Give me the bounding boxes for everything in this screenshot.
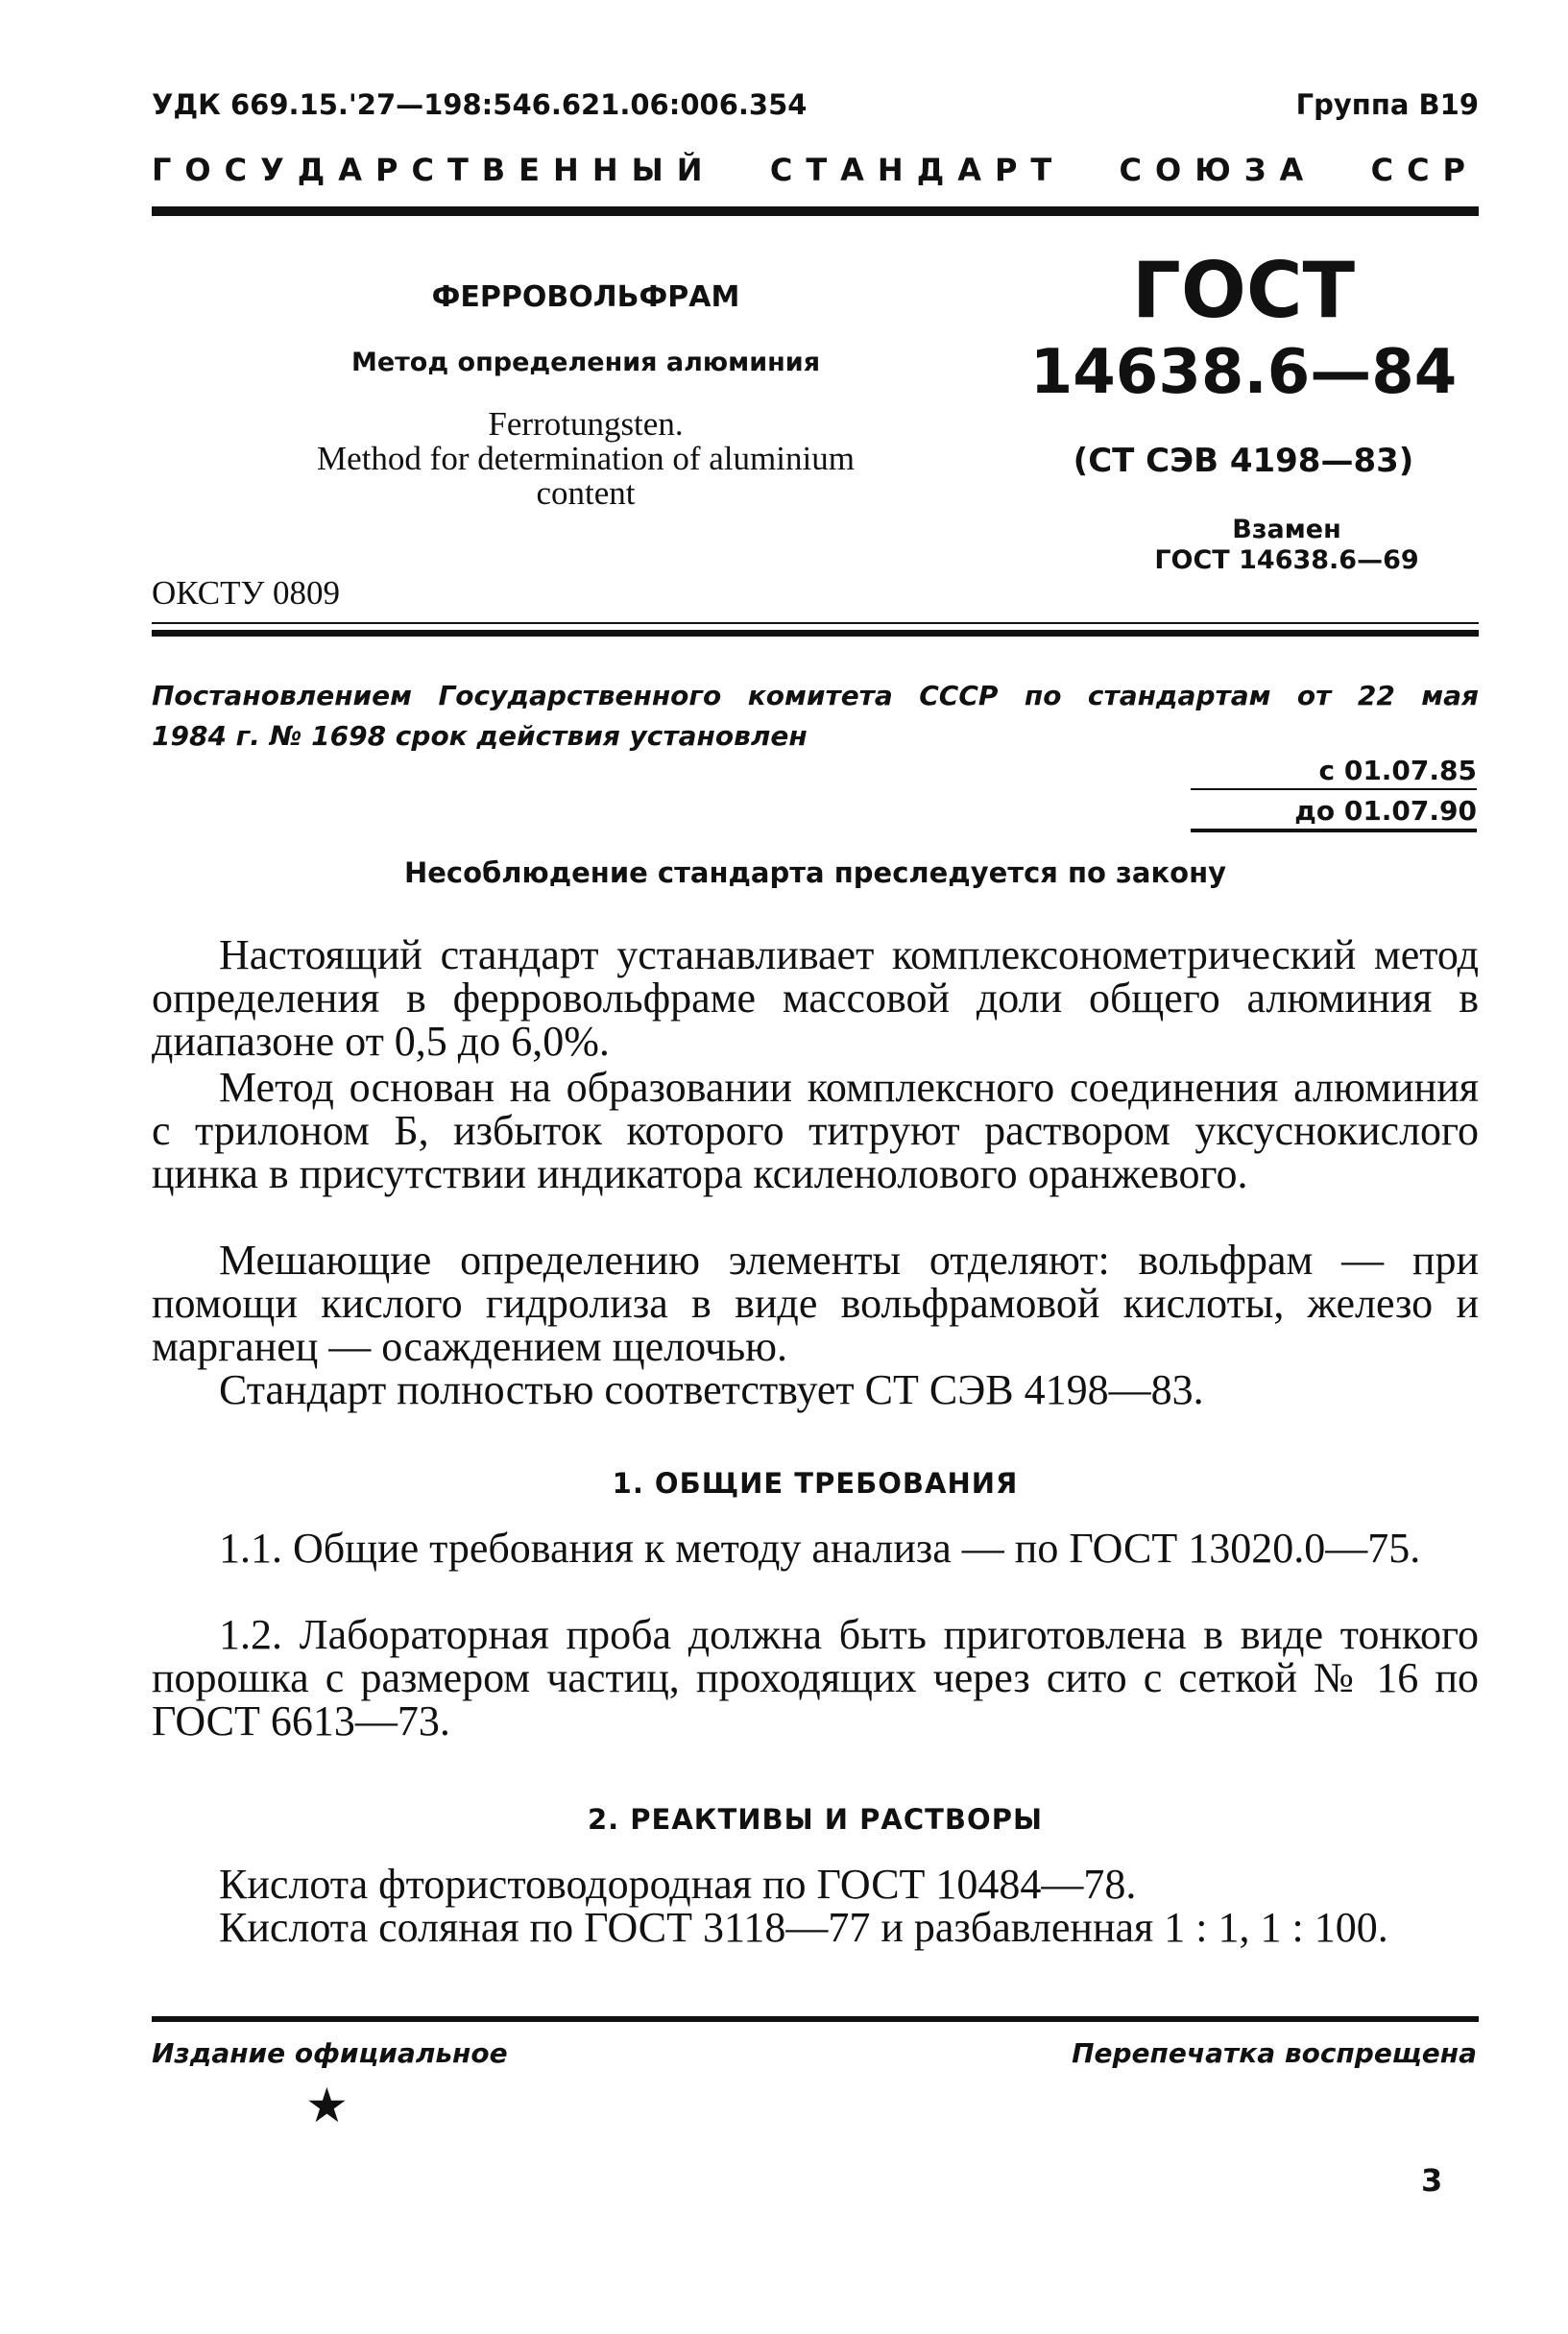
document-name-en [240,407,931,511]
replaced-standard: ГОСТ 14638.6—69 [1154,545,1419,575]
document-subtitle-ru: Метод определения алюминия [350,348,821,377]
title-rule-thick [152,630,1479,637]
gost-word: ГОСТ [1131,246,1356,335]
udk-code: УДК 669.15.'27—198:546.621.06:006.354 [152,88,808,121]
okstu-code: ОКСТУ 0809 [152,574,341,612]
intro-paragraph-3: Мешающие определению элементы отделяют: вольфрам — при помощи кислого гидролиза в виде вольфрамовой кислоты, железо и марганец — осаждением щелочью. [152,1237,1479,1370]
header-rule [152,206,1479,216]
intro-paragraph-4: Стандарт полностью соответствует СТ СЭВ 4198—83. [219,1366,1204,1413]
reprint-prohibited: Перепечатка воспрещена [1072,2037,1477,2069]
footer-rule [152,2016,1479,2022]
section-1-item-2: 1.2. Лабораторная проба должна быть приготовлена в виде тонкого порошка с размером частиц, проходящих через сито с сеткой № 16 по ГОСТ 6613—73. [152,1611,1479,1744]
title-rule-thin [152,622,1479,624]
page-number: 3 [1421,2162,1443,2199]
legal-warning: Несоблюдение стандарта преследуется по закону [403,856,1227,889]
section-2-title: 2. РЕАКТИВЫ И РАСТВОРЫ [588,1803,1043,1836]
valid-until: до 01.07.90 [1191,795,1477,832]
group-code: Группа В19 [1295,88,1479,121]
name-en-line-3: content [536,474,636,512]
st-sev-number: (СТ СЭВ 4198—83) [1073,442,1414,480]
standard-header-title: ГОСУДАРСТВЕННЫЙ СТАНДАРТ СОЮЗА ССР [152,152,1479,188]
valid-from: с 01.07.85 [1191,755,1477,790]
section-1-title: 1. ОБЩИЕ ТРЕБОВАНИЯ [612,1467,1019,1500]
section-2-item-2: Кислота соляная по ГОСТ 3118—77 и разбавленная 1 : 1, 1 : 100. [219,1904,1388,1951]
name-en-line-1: Ferrotungsten. [488,405,684,443]
decree-line-1: Постановлением Государственного комитета СССР по стандартам от 22 мая [152,680,1479,711]
intro-paragraph-2: Метод основан на образовании комплексного соединения алюминия с трилоном Б, избыток которого титруют раствором уксуснокислого цинка в присутствии индикатора ксиленолового оранжевого. [152,1064,1479,1197]
document-name-ru: ФЕРРОВОЛЬФРАМ [431,280,740,314]
section-1-item-1: 1.1. Общие требования к методу анализа — по ГОСТ 13020.0—75. [219,1525,1421,1572]
intro-paragraph-1: Настоящий стандарт устанавливает комплексонометрический метод определения в ферровольфраме массовой доли общего алюминия в диапазоне от 0,5 до 6,0%. [152,931,1479,1065]
replaces-block [1114,515,1459,576]
section-2-item-1: Кислота фтористоводородная по ГОСТ 10484—78. [219,1861,1137,1908]
name-en-line-2: Method for determination of aluminium [317,440,855,477]
star-icon: ★ [305,2078,349,2133]
gost-number: 14638.6—84 [1029,337,1458,408]
official-edition: Издание официальное [152,2037,508,2069]
replaces-label: Взамен [1232,515,1341,544]
decree-line-2: 1984 г. № 1698 срок действия установлен [152,720,808,752]
